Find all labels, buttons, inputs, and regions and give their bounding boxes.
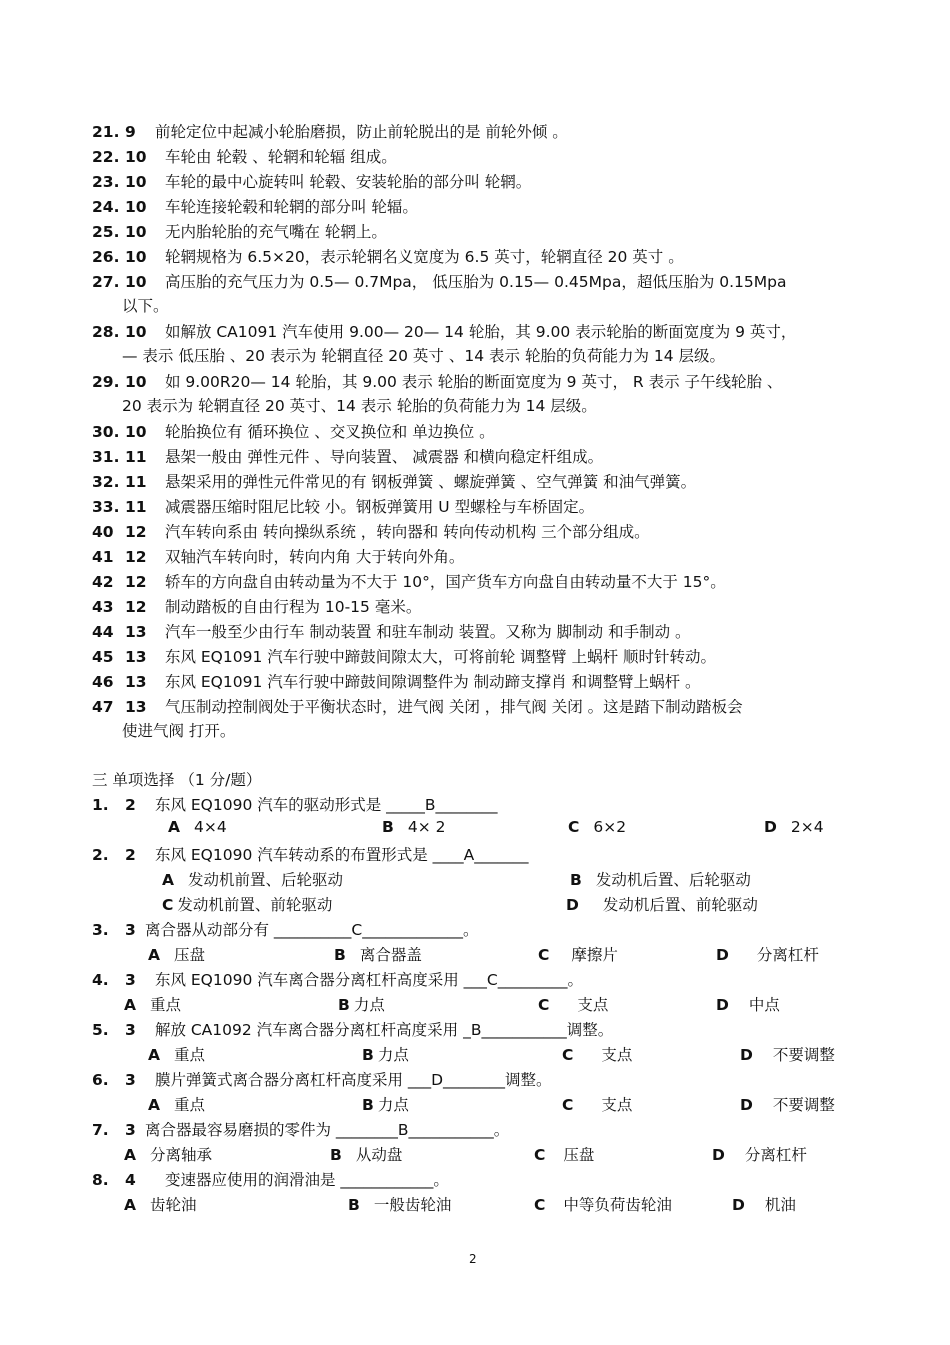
mc-2-option-d: D 发动机后置、前轮驱动 xyxy=(566,896,758,914)
mc-question-6: 6. 3 膜片弹簧式离合器分离杠杆高度采用 ___D________调整。 xyxy=(92,1071,552,1089)
mc-5-option-d: D 不要调整 xyxy=(740,1046,835,1064)
fill-item-41: 41 12 双轴汽车转向时，转向内角 大于转向外角。 xyxy=(92,548,465,566)
mc-6-option-d: D 不要调整 xyxy=(740,1096,835,1114)
mc-8-option-b: B 一般齿轮油 xyxy=(348,1196,452,1214)
fill-item-28: 28. 10 如解放 CA1091 汽车使用 9.00— 20— 14 轮胎，其 9.00 表示轮胎的断面宽度为 9 英寸， xyxy=(92,323,797,341)
mc-4-option-b: B 力点 xyxy=(338,996,385,1014)
fill-item-28-cont: — 表示 低压胎 、20 表示为 轮辋直径 20 英寸 、14 表示 轮胎的负荷能力为 14 层级。 xyxy=(122,347,726,365)
fill-item-22: 22. 10 车轮由 轮毂 、轮辋和轮辐 组成。 xyxy=(92,148,397,166)
mc-question-2: 2. 2 东风 EQ1090 汽车转动系的布置形式是 ____A_______ xyxy=(92,846,529,864)
mc-question-7: 7. 3 离合器最容易磨损的零件为 ________B___________。 xyxy=(92,1121,510,1139)
mc-2-option-c: C 发动机前置、前轮驱动 xyxy=(162,896,333,914)
mc-question-3: 3. 3 离合器从动部分有 __________C_____________。 xyxy=(92,921,479,939)
mc-3-option-c: C 摩擦片 xyxy=(538,946,618,964)
fill-item-47-cont: 使进气阀 打开。 xyxy=(122,722,236,740)
mc-4-option-c: C 支点 xyxy=(538,996,609,1014)
fill-item-21: 21. 9 前轮定位中起减小轮胎磨损，防止前轮脱出的是 前轮外倾 。 xyxy=(92,123,568,141)
fill-item-29: 29. 10 如 9.00R20— 14 轮胎，其 9.00 表示 轮胎的断面宽度为 9 英寸， R 表示 子午线轮胎 、 xyxy=(92,373,783,391)
fill-item-27: 27. 10 高压胎的充气压力为 0.5— 0.7Mpa， 低压胎为 0.15— 0.45Mpa，超低压胎为 0.15Mpa xyxy=(92,273,787,291)
fill-item-24: 24. 10 车轮连接轮毂和轮辋的部分叫 轮辐。 xyxy=(92,198,418,216)
fill-item-29-cont: 20 表示为 轮辋直径 20 英寸、14 表示 轮胎的负荷能力为 14 层级。 xyxy=(122,397,597,415)
mc-1-option-d: D 2×4 xyxy=(764,818,824,836)
mc-8-option-a: A 齿轮油 xyxy=(124,1196,197,1214)
mc-5-option-b: B 力点 xyxy=(362,1046,409,1064)
mc-8-option-c: C 中等负荷齿轮油 xyxy=(534,1196,672,1214)
section-title: 三 单项选择 （1 分/题） xyxy=(92,771,262,789)
fill-item-26: 26. 10 轮辋规格为 6.5×20，表示轮辋名义宽度为 6.5 英寸，轮辋直径 20 英寸 。 xyxy=(92,248,684,266)
fill-item-23: 23. 10 车轮的最中心旋转叫 轮毂、安装轮胎的部分叫 轮辋。 xyxy=(92,173,532,191)
mc-1-option-b: B 4× 2 xyxy=(382,818,446,836)
mc-4-option-d: D 中点 xyxy=(716,996,780,1014)
fill-item-43: 43 12 制动踏板的自由行程为 10-15 毫米。 xyxy=(92,598,422,616)
mc-8-option-d: D 机油 xyxy=(732,1196,796,1214)
fill-item-25: 25. 10 无内胎轮胎的充气嘴在 轮辋上。 xyxy=(92,223,387,241)
mc-7-option-d: D 分离杠杆 xyxy=(712,1146,807,1164)
mc-3-option-d: D 分离杠杆 xyxy=(716,946,819,964)
mc-7-option-a: A 分离轴承 xyxy=(124,1146,213,1164)
mc-5-option-c: C 支点 xyxy=(562,1046,633,1064)
mc-1-option-a: A 4×4 xyxy=(168,818,227,836)
fill-item-44: 44 13 汽车一般至少由行车 制动装置 和驻车制动 装置。又称为 脚制动 和手制动 。 xyxy=(92,623,691,641)
fill-item-40: 40 12 汽车转向系由 转向操纵系统 ，转向器和 转向传动机构 三个部分组成。 xyxy=(92,523,650,541)
fill-item-47: 47 13 气压制动控制阀处于平衡状态时，进气阀 关闭 ，排气阀 关闭 。这是踏下制动踏板会 xyxy=(92,698,743,716)
mc-3-option-b: B 离合器盖 xyxy=(334,946,422,964)
mc-question-5: 5. 3 解放 CA1092 汽车离合器分离杠杆高度采用 _B___________调整。 xyxy=(92,1021,614,1039)
mc-6-option-b: B 力点 xyxy=(362,1096,409,1114)
mc-2-option-a: A 发动机前置、后轮驱动 xyxy=(162,871,344,889)
mc-question-1: 1. 2 东风 EQ1090 汽车的驱动形式是 _____B________ xyxy=(92,796,498,814)
mc-4-option-a: A 重点 xyxy=(124,996,182,1014)
mc-7-option-c: C 压盘 xyxy=(534,1146,595,1164)
mc-question-8: 8. 4 变速器应使用的润滑油是 ____________。 xyxy=(92,1171,449,1189)
fill-item-32: 32. 11 悬架采用的弹性元件常见的有 钢板弹簧 、螺旋弹簧 、空气弹簧 和油气弹簧。 xyxy=(92,473,697,491)
fill-item-46: 46 13 东风 EQ1091 汽车行驶中蹄鼓间隙调整件为 制动蹄支撑肖 和调整臂上蜗杆 。 xyxy=(92,673,701,691)
mc-1-option-c: C 6×2 xyxy=(568,818,627,836)
mc-6-option-a: A 重点 xyxy=(148,1096,206,1114)
page-number: 2 xyxy=(469,1252,477,1266)
mc-2-option-b: B 发动机后置、后轮驱动 xyxy=(570,871,751,889)
fill-item-33: 33. 11 减震器压缩时阻尼比较 小。钢板弹簧用 U 型螺栓与车桥固定。 xyxy=(92,498,595,516)
fill-item-30: 30. 10 轮胎换位有 循环换位 、交叉换位和 单边换位 。 xyxy=(92,423,495,441)
mc-6-option-c: C 支点 xyxy=(562,1096,633,1114)
mc-5-option-a: A 重点 xyxy=(148,1046,206,1064)
fill-item-45: 45 13 东风 EQ1091 汽车行驶中蹄鼓间隙太大，可将前轮 调整臂 上蜗杆 顺时针转动。 xyxy=(92,648,717,666)
fill-item-27-cont: 以下。 xyxy=(122,297,169,315)
mc-3-option-a: A 压盘 xyxy=(148,946,206,964)
fill-item-31: 31. 11 悬架一般由 弹性元件 、导向装置、 减震器 和横向稳定杆组成。 xyxy=(92,448,604,466)
mc-7-option-b: B 从动盘 xyxy=(330,1146,403,1164)
mc-question-4: 4. 3 东风 EQ1090 汽车离合器分离杠杆高度采用 ___C_________。 xyxy=(92,971,583,989)
fill-item-42: 42 12 轿车的方向盘自由转动量为不大于 10°，国产货车方向盘自由转动量不大于 15°。 xyxy=(92,573,726,591)
